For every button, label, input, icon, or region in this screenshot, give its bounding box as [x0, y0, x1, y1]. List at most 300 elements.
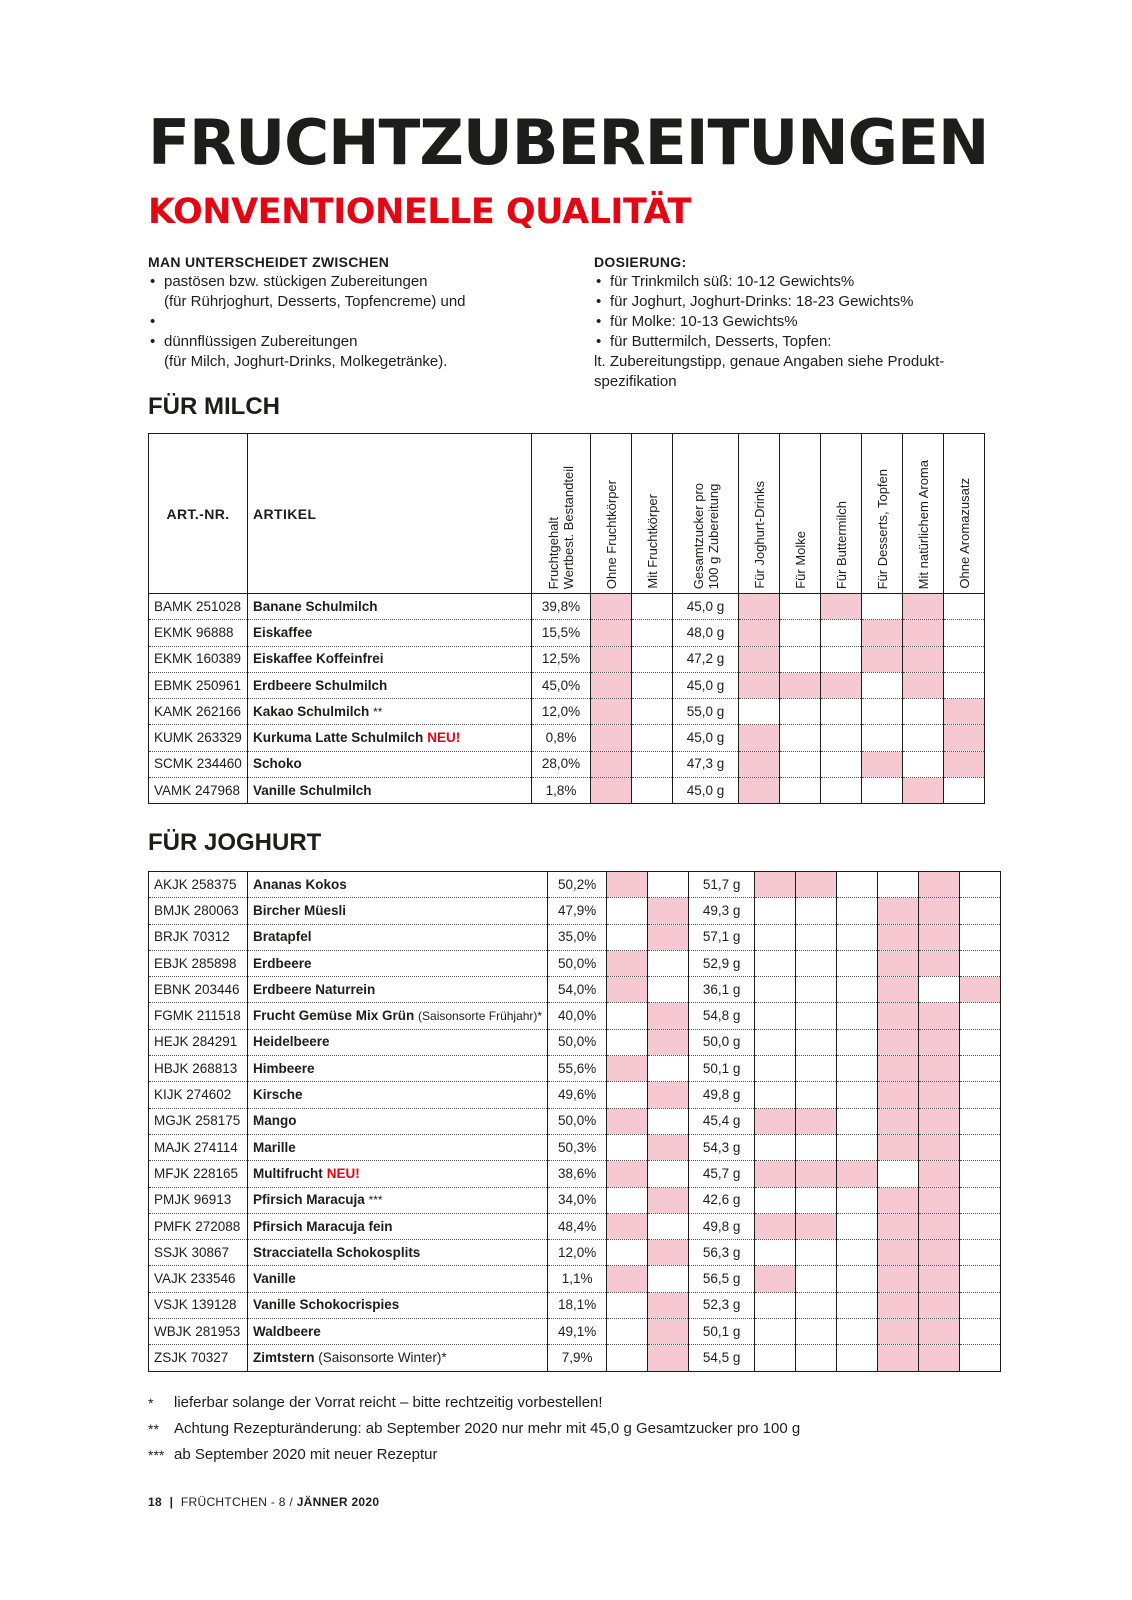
flag-cell-ohne-fruchtkoerper — [607, 1266, 648, 1292]
flag-cell-ohne-aroma — [960, 1003, 1001, 1029]
dosage-item: • für Buttermilch, Desserts, Topfen: — [594, 332, 1014, 352]
flag-cell-desserts — [862, 620, 903, 646]
flag-cell-aroma — [903, 646, 944, 672]
art-number-cell: BAMK 251028 — [149, 594, 248, 620]
sugar-cell: 57,1 g — [689, 924, 755, 950]
col-header-fruit-line2: Wertbest. Bestandteil — [561, 465, 576, 589]
art-number-cell: PMFK 272088 — [149, 1213, 248, 1239]
flag-cell-molke — [796, 1292, 837, 1318]
article-name: Heidelbeere — [253, 1034, 330, 1050]
flag-cell-aroma — [919, 1108, 960, 1134]
article-name: Mango — [253, 1113, 297, 1129]
article-name-cell — [248, 725, 532, 751]
flag-cell-joghurt-drinks — [755, 1292, 796, 1318]
flag-cell-molke — [796, 1319, 837, 1345]
flag-cell-mit-fruchtkoerper — [648, 1082, 689, 1108]
sugar-cell: 50,1 g — [689, 1319, 755, 1345]
flag-cell-buttermilch — [837, 1292, 878, 1318]
flag-cell-buttermilch — [837, 1187, 878, 1213]
flag-cell-joghurt-drinks — [739, 751, 780, 777]
flag-cell-aroma — [919, 1056, 960, 1082]
flag-cell-aroma — [919, 924, 960, 950]
table-row — [149, 1161, 1001, 1187]
article-name-cell — [248, 924, 548, 950]
flag-cell-desserts — [878, 1029, 919, 1055]
flag-cell-aroma — [919, 1029, 960, 1055]
flag-cell-buttermilch — [837, 1319, 878, 1345]
flag-cell-desserts — [878, 950, 919, 976]
art-number-cell: EBJK 285898 — [149, 950, 248, 976]
art-number-cell: MGJK 258175 — [149, 1108, 248, 1134]
table-row — [149, 751, 985, 777]
flag-cell-ohne-fruchtkoerper — [607, 1056, 648, 1082]
flag-cell-joghurt-drinks — [755, 1134, 796, 1160]
flag-cell-ohne-aroma — [960, 1056, 1001, 1082]
article-name-cell — [248, 620, 532, 646]
article-name: Kirsche — [253, 1087, 303, 1103]
page-number: 18 — [148, 1495, 162, 1509]
flag-cell-joghurt-drinks — [739, 594, 780, 620]
col-header-sugar — [673, 434, 739, 594]
flag-cell-desserts — [862, 699, 903, 725]
flag-cell-aroma — [919, 1292, 960, 1318]
col-header-ohne-aroma — [944, 434, 985, 594]
flag-cell-ohne-fruchtkoerper — [591, 672, 632, 698]
flag-cell-joghurt-drinks — [755, 1003, 796, 1029]
art-number-cell: KAMK 262166 — [149, 699, 248, 725]
footnote — [148, 1390, 800, 1416]
table-header-row — [149, 434, 985, 594]
article-name-cell — [248, 1319, 548, 1345]
fruit-content-cell: 55,6% — [548, 1056, 607, 1082]
flag-cell-joghurt-drinks — [739, 699, 780, 725]
col-header-art: ART.-NR. — [149, 434, 248, 594]
flag-cell-aroma — [903, 620, 944, 646]
flag-cell-desserts — [878, 1266, 919, 1292]
col-header-label: Mit natürlichem Aroma — [915, 459, 931, 589]
col-header-label: Ohne Aromazusatz — [956, 478, 972, 589]
sugar-cell: 54,5 g — [689, 1345, 755, 1371]
table-row — [149, 725, 985, 751]
article-name: Erdbeere Schulmilch — [253, 677, 388, 693]
fruit-content-cell: 7,9% — [548, 1345, 607, 1371]
flag-cell-mit-fruchtkoerper — [632, 646, 673, 672]
sugar-cell: 52,3 g — [689, 1292, 755, 1318]
flag-cell-mit-fruchtkoerper — [648, 1345, 689, 1371]
article-name-cell — [248, 1266, 548, 1292]
article-name: Stracciatella Schokosplits — [253, 1244, 421, 1260]
flag-cell-mit-fruchtkoerper — [648, 1187, 689, 1213]
flag-cell-molke — [780, 620, 821, 646]
flag-cell-molke — [796, 977, 837, 1003]
flag-cell-buttermilch — [821, 594, 862, 620]
fruit-content-cell: 35,0% — [548, 924, 607, 950]
flag-cell-aroma — [903, 751, 944, 777]
fruit-content-cell: 54,0% — [548, 977, 607, 1003]
fruit-content-cell: 1,1% — [548, 1266, 607, 1292]
fruit-content-cell: 40,0% — [548, 1003, 607, 1029]
col-header-buttermilch — [821, 434, 862, 594]
fruit-content-cell: 15,5% — [532, 620, 591, 646]
flag-cell-molke — [796, 1082, 837, 1108]
footnote-ref: ** — [373, 704, 383, 719]
flag-cell-ohne-aroma — [960, 1082, 1001, 1108]
fruit-content-cell: 49,6% — [548, 1082, 607, 1108]
article-name: Ananas Kokos — [253, 876, 347, 892]
flag-cell-desserts — [862, 594, 903, 620]
flag-cell-desserts — [878, 1108, 919, 1134]
flag-cell-buttermilch — [837, 1056, 878, 1082]
flag-cell-ohne-fruchtkoerper — [607, 1240, 648, 1266]
milch-table — [148, 433, 985, 804]
flag-cell-molke — [796, 1056, 837, 1082]
article-name: Pfirsich Maracuja — [253, 1192, 365, 1208]
article-name: Erdbeere Naturrein — [253, 981, 376, 997]
footnote-text: Achtung Rezepturänderung: ab September 2020 nur mehr mit 45,0 g Gesamtzucker pro 100 g — [174, 1420, 801, 1437]
article-name: Marille — [253, 1139, 296, 1155]
flag-cell-mit-fruchtkoerper — [632, 751, 673, 777]
flag-cell-ohne-fruchtkoerper — [607, 872, 648, 898]
sugar-cell: 55,0 g — [673, 699, 739, 725]
article-name-cell — [248, 898, 548, 924]
flag-cell-mit-fruchtkoerper — [648, 977, 689, 1003]
sugar-cell: 36,1 g — [689, 977, 755, 1003]
art-number-cell: VAMK 247968 — [149, 778, 248, 804]
flag-cell-aroma — [919, 1161, 960, 1187]
flag-cell-molke — [796, 1345, 837, 1371]
flag-cell-desserts — [878, 1292, 919, 1318]
flag-cell-mit-fruchtkoerper — [648, 1240, 689, 1266]
new-badge: NEU! — [326, 1165, 360, 1181]
col-header-label: Für Desserts, Topfen — [874, 468, 890, 589]
intro-right — [594, 252, 1014, 392]
intro-right-heading: DOSIERUNG: — [594, 254, 687, 270]
article-name-cell — [248, 751, 532, 777]
flag-cell-molke — [796, 898, 837, 924]
art-number-cell: EBNK 203446 — [149, 977, 248, 1003]
article-name: Multifrucht — [253, 1165, 323, 1181]
flag-cell-molke — [780, 778, 821, 804]
flag-cell-buttermilch — [837, 1161, 878, 1187]
flag-cell-molke — [780, 725, 821, 751]
flag-cell-mit-fruchtkoerper — [632, 620, 673, 646]
flag-cell-mit-fruchtkoerper — [648, 1003, 689, 1029]
sugar-cell: 45,0 g — [673, 672, 739, 698]
article-name: Eiskaffee — [253, 624, 313, 640]
flag-cell-ohne-fruchtkoerper — [591, 778, 632, 804]
flag-cell-desserts — [878, 1003, 919, 1029]
col-header-fruit-line1: Fruchtgehalt — [546, 516, 561, 589]
flag-cell-ohne-aroma — [960, 950, 1001, 976]
table-row — [149, 1240, 1001, 1266]
flag-cell-molke — [796, 1187, 837, 1213]
page-subtitle: KONVENTIONELLE QUALITÄT — [148, 192, 691, 232]
flag-cell-molke — [796, 1213, 837, 1239]
sugar-cell: 54,8 g — [689, 1003, 755, 1029]
intro-left-list — [148, 272, 568, 372]
art-number-cell: BMJK 280063 — [149, 898, 248, 924]
fruit-content-cell: 1,8% — [532, 778, 591, 804]
footer-separator: | — [169, 1495, 174, 1509]
col-header-desserts — [862, 434, 903, 594]
flag-cell-joghurt-drinks — [755, 1187, 796, 1213]
flag-cell-mit-fruchtkoerper — [648, 1029, 689, 1055]
intro-left-item-subline: (für Rührjoghurt, Desserts, Topfencreme) und — [164, 293, 466, 310]
article-name-cell — [248, 1187, 548, 1213]
flag-cell-ohne-aroma — [960, 1345, 1001, 1371]
fruit-content-cell: 18,1% — [548, 1292, 607, 1318]
table-row — [149, 1108, 1001, 1134]
fruit-content-cell: 12,0% — [532, 699, 591, 725]
art-number-cell: MAJK 274114 — [149, 1134, 248, 1160]
intro-left-item-subline: (für Milch, Joghurt-Drinks, Molkegetränke). — [164, 353, 448, 370]
fruit-content-cell: 47,9% — [548, 898, 607, 924]
flag-cell-desserts — [878, 1319, 919, 1345]
flag-cell-buttermilch — [821, 778, 862, 804]
flag-cell-joghurt-drinks — [755, 1266, 796, 1292]
flag-cell-joghurt-drinks — [755, 1240, 796, 1266]
flag-cell-desserts — [862, 778, 903, 804]
flag-cell-ohne-fruchtkoerper — [607, 1108, 648, 1134]
flag-cell-mit-fruchtkoerper — [648, 1134, 689, 1160]
footnote-mark: ** — [148, 1421, 159, 1437]
publication-name: FRÜCHTCHEN - 8 / — [180, 1495, 294, 1509]
article-name-cell — [248, 977, 548, 1003]
flag-cell-desserts — [878, 977, 919, 1003]
section-title-milch: FÜR MILCH — [148, 393, 280, 420]
article-name-cell — [248, 1240, 548, 1266]
article-name: Vanille — [253, 1271, 296, 1287]
flag-cell-ohne-fruchtkoerper — [591, 751, 632, 777]
article-name-cell — [248, 699, 532, 725]
article-note: (Saisonsorte Frühjahr)* — [418, 1009, 543, 1024]
flag-cell-joghurt-drinks — [755, 1319, 796, 1345]
art-number-cell: FGMK 211518 — [149, 1003, 248, 1029]
flag-cell-buttermilch — [821, 646, 862, 672]
flag-cell-aroma — [919, 1134, 960, 1160]
flag-cell-aroma — [903, 594, 944, 620]
flag-cell-molke — [780, 672, 821, 698]
table-row — [149, 1029, 1001, 1055]
article-name: Bircher Müesli — [253, 902, 347, 918]
flag-cell-mit-fruchtkoerper — [648, 898, 689, 924]
article-name-cell — [248, 872, 548, 898]
fruit-content-cell: 45,0% — [532, 672, 591, 698]
sugar-cell: 42,6 g — [689, 1187, 755, 1213]
dosage-note: lt. Zubereitungstipp, genaue Angaben siehe Produkt-spezifikation — [594, 353, 945, 390]
article-name: Eiskaffee Koffeinfrei — [253, 651, 384, 667]
footnotes — [148, 1390, 800, 1468]
flag-cell-mit-fruchtkoerper — [632, 672, 673, 698]
flag-cell-buttermilch — [837, 1108, 878, 1134]
article-note: (Saisonsorte Winter)* — [318, 1349, 447, 1365]
flag-cell-aroma — [919, 1003, 960, 1029]
flag-cell-molke — [780, 751, 821, 777]
article-name: Kurkuma Latte Schulmilch — [253, 730, 424, 746]
intro-left-item — [148, 272, 568, 312]
flag-cell-molke — [780, 594, 821, 620]
sugar-cell: 49,3 g — [689, 898, 755, 924]
flag-cell-ohne-aroma — [960, 977, 1001, 1003]
flag-cell-molke — [796, 1029, 837, 1055]
article-name: Zimtstern — [253, 1349, 315, 1365]
fruit-content-cell: 50,3% — [548, 1134, 607, 1160]
article-name: Waldbeere — [253, 1323, 321, 1339]
flag-cell-aroma — [903, 778, 944, 804]
flag-cell-desserts — [862, 725, 903, 751]
flag-cell-joghurt-drinks — [755, 872, 796, 898]
flag-cell-buttermilch — [821, 672, 862, 698]
intro-left-item — [148, 332, 568, 372]
flag-cell-joghurt-drinks — [755, 1213, 796, 1239]
article-name-cell — [248, 594, 532, 620]
article-name-cell — [248, 1108, 548, 1134]
art-number-cell: KUMK 263329 — [149, 725, 248, 751]
article-name: Vanille Schokocrispies — [253, 1297, 400, 1313]
art-number-cell: AKJK 258375 — [149, 872, 248, 898]
article-name-cell — [248, 646, 532, 672]
table-row — [149, 594, 985, 620]
flag-cell-buttermilch — [837, 1345, 878, 1371]
flag-cell-ohne-fruchtkoerper — [607, 1345, 648, 1371]
flag-cell-joghurt-drinks — [755, 977, 796, 1003]
flag-cell-joghurt-drinks — [755, 1056, 796, 1082]
dosage-item: • für Molke: 10-13 Gewichts% — [594, 312, 1014, 332]
article-name: Banane Schulmilch — [253, 598, 378, 614]
table-row — [149, 1345, 1001, 1371]
flag-cell-molke — [780, 646, 821, 672]
dosage-item: • für Trinkmilch süß: 10-12 Gewichts% — [594, 272, 1014, 292]
sugar-cell: 45,0 g — [673, 725, 739, 751]
flag-cell-aroma — [903, 672, 944, 698]
sugar-cell: 56,5 g — [689, 1266, 755, 1292]
fruit-content-cell: 38,6% — [548, 1161, 607, 1187]
footnote-ref: *** — [368, 1193, 383, 1208]
intro-left-item-line: pastösen bzw. stückigen Zubereitungen — [164, 273, 428, 290]
flag-cell-mit-fruchtkoerper — [648, 1266, 689, 1292]
footnote-text: lieferbar solange der Vorrat reicht – bitte rechtzeitig vorbestellen! — [174, 1394, 603, 1411]
flag-cell-ohne-aroma — [960, 1134, 1001, 1160]
article-name-cell — [248, 1056, 548, 1082]
footnote-mark: *** — [148, 1447, 165, 1463]
flag-cell-aroma — [919, 1345, 960, 1371]
fruit-content-cell: 50,2% — [548, 872, 607, 898]
flag-cell-ohne-aroma — [944, 672, 985, 698]
flag-cell-ohne-fruchtkoerper — [607, 924, 648, 950]
flag-cell-ohne-aroma — [960, 1213, 1001, 1239]
issue-date: JÄNNER 2020 — [296, 1495, 380, 1509]
fruit-content-cell: 39,8% — [532, 594, 591, 620]
flag-cell-buttermilch — [837, 898, 878, 924]
flag-cell-joghurt-drinks — [739, 778, 780, 804]
table-row — [149, 1003, 1001, 1029]
flag-cell-ohne-fruchtkoerper — [591, 699, 632, 725]
art-number-cell: EKMK 96888 — [149, 620, 248, 646]
flag-cell-ohne-aroma — [960, 1029, 1001, 1055]
art-number-cell: PMJK 96913 — [149, 1187, 248, 1213]
article-name: Pfirsich Maracuja fein — [253, 1218, 393, 1234]
flag-cell-aroma — [919, 1266, 960, 1292]
flag-cell-aroma — [919, 1082, 960, 1108]
art-number-cell: VSJK 139128 — [149, 1292, 248, 1318]
art-number-cell: HEJK 284291 — [149, 1029, 248, 1055]
table-row — [149, 898, 1001, 924]
article-name-cell — [248, 1003, 548, 1029]
table-row — [149, 1266, 1001, 1292]
flag-cell-desserts — [878, 1082, 919, 1108]
intro-left — [148, 252, 568, 372]
flag-cell-mit-fruchtkoerper — [648, 1161, 689, 1187]
table-row — [149, 1082, 1001, 1108]
flag-cell-buttermilch — [821, 725, 862, 751]
flag-cell-buttermilch — [837, 1134, 878, 1160]
art-number-cell: SSJK 30867 — [149, 1240, 248, 1266]
flag-cell-buttermilch — [821, 620, 862, 646]
flag-cell-ohne-fruchtkoerper — [607, 1187, 648, 1213]
fruit-content-cell: 28,0% — [532, 751, 591, 777]
flag-cell-molke — [796, 1108, 837, 1134]
flag-cell-ohne-aroma — [944, 725, 985, 751]
article-name-cell — [248, 1345, 548, 1371]
flag-cell-ohne-aroma — [944, 699, 985, 725]
table-row — [149, 1056, 1001, 1082]
flag-cell-ohne-aroma — [944, 646, 985, 672]
flag-cell-ohne-fruchtkoerper — [591, 620, 632, 646]
col-header-molke — [780, 434, 821, 594]
page-footer — [148, 1494, 379, 1510]
flag-cell-ohne-fruchtkoerper — [607, 1003, 648, 1029]
col-header-label: Ohne Fruchtkörper — [603, 479, 619, 589]
flag-cell-ohne-fruchtkoerper — [607, 898, 648, 924]
sugar-cell: 45,7 g — [689, 1161, 755, 1187]
flag-cell-ohne-aroma — [960, 1108, 1001, 1134]
flag-cell-desserts — [862, 751, 903, 777]
flag-cell-mit-fruchtkoerper — [648, 924, 689, 950]
flag-cell-ohne-aroma — [960, 924, 1001, 950]
dosage-item: • für Joghurt, Joghurt-Drinks: 18-23 Gewichts% — [594, 292, 1014, 312]
art-number-cell: BRJK 70312 — [149, 924, 248, 950]
sugar-cell: 45,0 g — [673, 594, 739, 620]
article-name: Bratapfel — [253, 929, 312, 945]
flag-cell-joghurt-drinks — [739, 646, 780, 672]
fruit-content-cell: 12,0% — [548, 1240, 607, 1266]
flag-cell-joghurt-drinks — [739, 620, 780, 646]
table-row — [149, 1213, 1001, 1239]
article-name-cell — [248, 778, 532, 804]
flag-cell-ohne-fruchtkoerper — [607, 977, 648, 1003]
sugar-cell: 51,7 g — [689, 872, 755, 898]
table-row — [149, 872, 1001, 898]
flag-cell-mit-fruchtkoerper — [648, 1292, 689, 1318]
flag-cell-ohne-aroma — [960, 1292, 1001, 1318]
flag-cell-mit-fruchtkoerper — [648, 950, 689, 976]
art-number-cell: WBJK 281953 — [149, 1319, 248, 1345]
flag-cell-joghurt-drinks — [739, 725, 780, 751]
table-row — [149, 699, 985, 725]
article-name-cell — [248, 1029, 548, 1055]
flag-cell-molke — [796, 1240, 837, 1266]
fruit-content-cell: 50,0% — [548, 950, 607, 976]
flag-cell-desserts — [878, 1213, 919, 1239]
flag-cell-ohne-fruchtkoerper — [607, 1292, 648, 1318]
flag-cell-mit-fruchtkoerper — [648, 1056, 689, 1082]
flag-cell-desserts — [862, 646, 903, 672]
flag-cell-joghurt-drinks — [739, 672, 780, 698]
article-name: Schoko — [253, 756, 302, 772]
flag-cell-joghurt-drinks — [755, 950, 796, 976]
flag-cell-ohne-aroma — [960, 872, 1001, 898]
table-row — [149, 1134, 1001, 1160]
